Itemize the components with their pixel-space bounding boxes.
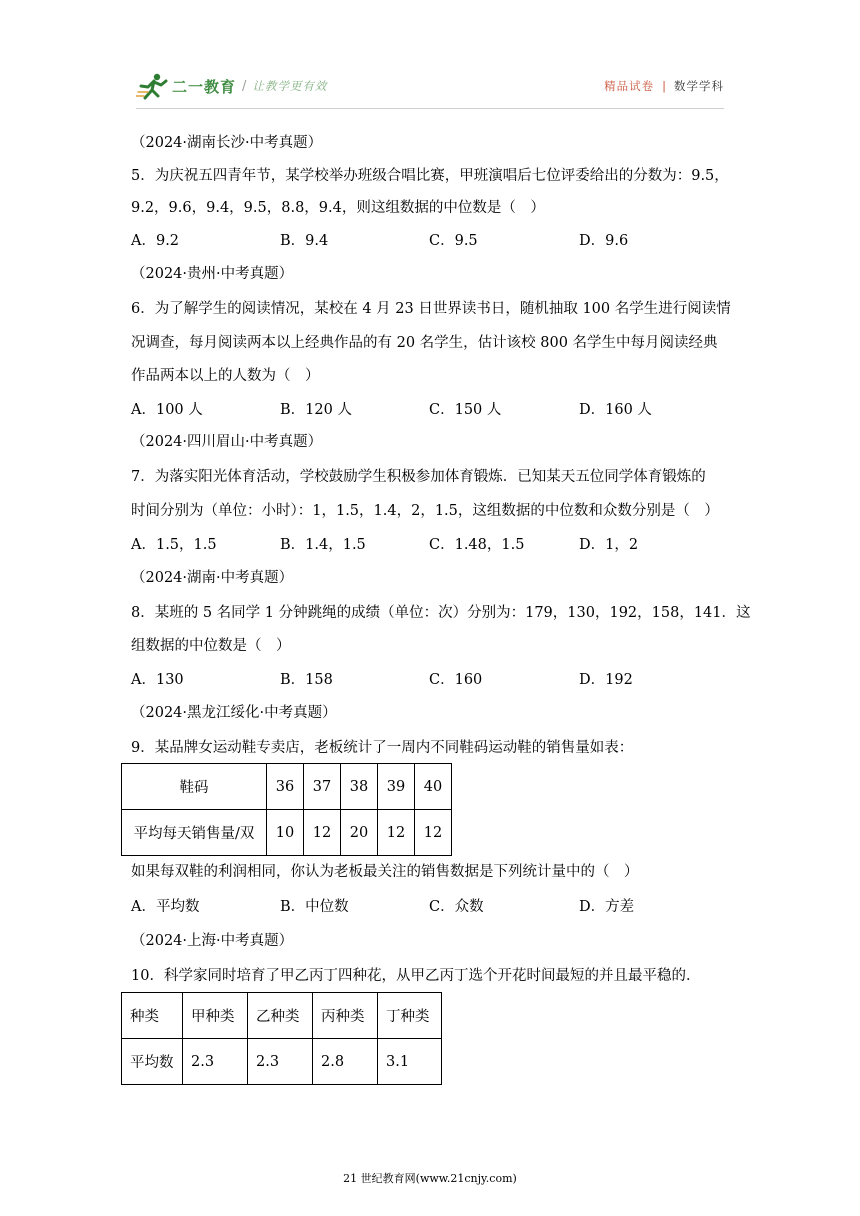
answer-options bbox=[131, 670, 691, 690]
option-b[interactable]: B．9.4 bbox=[280, 233, 329, 249]
question-source: （2024·黑龙江绥化·中考真题） bbox=[131, 705, 337, 721]
page-footer: 21 世纪教育网(www.21cnjy.com) bbox=[343, 1172, 517, 1185]
question-text-line: 6．为了解学生的阅读情况，某校在 4 月 23 日世界读书日，随机抽取 100 名学生进行阅读情 bbox=[131, 301, 731, 317]
subject-tag: 数学学科 bbox=[674, 79, 724, 93]
flower-type-table bbox=[121, 992, 442, 1085]
question-text-line: 7．为落实阳光体育活动，学校鼓励学生积极参加体育锻炼．已知某天五位同学体育锻炼的 bbox=[131, 469, 706, 485]
brand-divider: / bbox=[242, 78, 247, 94]
table-cell: 12 bbox=[415, 810, 452, 856]
shoe-sales-table bbox=[121, 763, 452, 856]
table-cell: 38 bbox=[341, 764, 378, 810]
table-row bbox=[122, 810, 452, 856]
premium-paper-tag: 精品试卷 bbox=[604, 79, 655, 93]
option-d[interactable]: D．160 人 bbox=[579, 402, 652, 418]
question-text-line: 况调查，每月阅读两本以上经典作品的有 20 名学生，估计该校 800 名学生中每月阅读经典 bbox=[131, 335, 718, 351]
option-c[interactable]: C．150 人 bbox=[429, 402, 502, 418]
tag-divider: | bbox=[662, 79, 666, 93]
table-cell: 20 bbox=[341, 810, 378, 856]
question-text-line: 如果每双鞋的利润相同，你认为老板最关注的销售数据是下列统计量中的（ ） bbox=[131, 864, 639, 880]
table-cell: 2.3 bbox=[183, 1039, 248, 1085]
table-cell: 3.1 bbox=[378, 1039, 442, 1085]
table-cell: 36 bbox=[267, 764, 304, 810]
table-cell: 甲种类 bbox=[183, 993, 248, 1039]
question-text-line: 9．某品牌女运动鞋专卖店，老板统计了一周内不同鞋码运动鞋的销售量如表： bbox=[131, 740, 634, 756]
option-a[interactable]: A．9.2 bbox=[131, 233, 180, 249]
option-d[interactable]: D．方差 bbox=[579, 899, 635, 915]
question-text-line: 10．科学家同时培育了甲乙丙丁四种花，从甲乙丙丁选个开花时间最短的并且最平稳的． bbox=[131, 968, 701, 984]
question-text-line: 时间分别为（单位：小时）：1，1.5，1.4，2，1.5，这组数据的中位数和众数分别是（ ） bbox=[131, 503, 719, 519]
option-a[interactable]: A．平均数 bbox=[131, 899, 200, 915]
table-cell: 乙种类 bbox=[248, 993, 313, 1039]
option-c[interactable]: C．160 bbox=[429, 672, 483, 688]
answer-options bbox=[131, 897, 691, 917]
option-a[interactable]: A．130 bbox=[131, 672, 184, 688]
table-row bbox=[122, 764, 452, 810]
table-cell: 10 bbox=[267, 810, 304, 856]
option-a[interactable]: A．100 人 bbox=[131, 402, 203, 418]
option-a[interactable]: A．1.5，1.5 bbox=[131, 537, 217, 553]
table-cell: 37 bbox=[304, 764, 341, 810]
table-cell: 40 bbox=[415, 764, 452, 810]
question-source: （2024·湖南长沙·中考真题） bbox=[131, 135, 323, 151]
answer-options bbox=[131, 231, 691, 251]
option-c[interactable]: C．9.5 bbox=[429, 233, 478, 249]
option-c[interactable]: C．1.48，1.5 bbox=[429, 537, 525, 553]
table-cell: 平均每天销售量/双 bbox=[122, 810, 267, 856]
question-text-line: 8．某班的 5 名同学 1 分钟跳绳的成绩（单位：次）分别为：179，130，192，158，141．这 bbox=[131, 605, 751, 621]
table-row bbox=[122, 1039, 442, 1085]
brand-logo[interactable] bbox=[136, 72, 327, 100]
subject-tags bbox=[604, 78, 724, 94]
option-c[interactable]: C．众数 bbox=[429, 899, 484, 915]
table-cell: 种类 bbox=[122, 993, 183, 1039]
page-header bbox=[136, 72, 724, 104]
question-source: （2024·上海·中考真题） bbox=[131, 933, 294, 949]
table-cell: 39 bbox=[378, 764, 415, 810]
option-b[interactable]: B．120 人 bbox=[280, 402, 352, 418]
table-cell: 2.3 bbox=[248, 1039, 313, 1085]
brand-name: 二一教育 bbox=[172, 77, 237, 96]
table-cell: 平均数 bbox=[122, 1039, 183, 1085]
runner-logo-icon bbox=[136, 72, 170, 100]
answer-options bbox=[131, 400, 691, 420]
brand-slogan: 让教学更有效 bbox=[252, 79, 328, 93]
option-b[interactable]: B．158 bbox=[280, 672, 333, 688]
table-cell: 2.8 bbox=[313, 1039, 378, 1085]
option-b[interactable]: B．中位数 bbox=[280, 899, 349, 915]
table-cell: 鞋码 bbox=[122, 764, 267, 810]
table-cell: 丁种类 bbox=[378, 993, 442, 1039]
answer-options bbox=[131, 535, 691, 555]
question-source: （2024·湖南·中考真题） bbox=[131, 570, 294, 586]
question-text-line: 作品两本以上的人数为（ ） bbox=[131, 368, 320, 384]
question-text-line: 9.2，9.6，9.4，9.5，8.8，9.4，则这组数据的中位数是（ ） bbox=[131, 200, 545, 216]
table-cell: 12 bbox=[378, 810, 415, 856]
table-cell: 丙种类 bbox=[313, 993, 378, 1039]
question-text-line: 5．为庆祝五四青年节，某学校举办班级合唱比赛，甲班演唱后七位评委给出的分数为：9.5， bbox=[131, 168, 729, 184]
question-source: （2024·四川眉山·中考真题） bbox=[131, 434, 323, 450]
option-d[interactable]: D．192 bbox=[579, 672, 633, 688]
option-d[interactable]: D．1，2 bbox=[579, 537, 639, 553]
table-row bbox=[122, 993, 442, 1039]
option-b[interactable]: B．1.4，1.5 bbox=[280, 537, 366, 553]
table-cell: 12 bbox=[304, 810, 341, 856]
option-d[interactable]: D．9.6 bbox=[579, 233, 629, 249]
header-rule bbox=[136, 108, 724, 109]
question-source: （2024·贵州·中考真题） bbox=[131, 266, 294, 282]
question-text-line: 组数据的中位数是（ ） bbox=[131, 638, 291, 654]
